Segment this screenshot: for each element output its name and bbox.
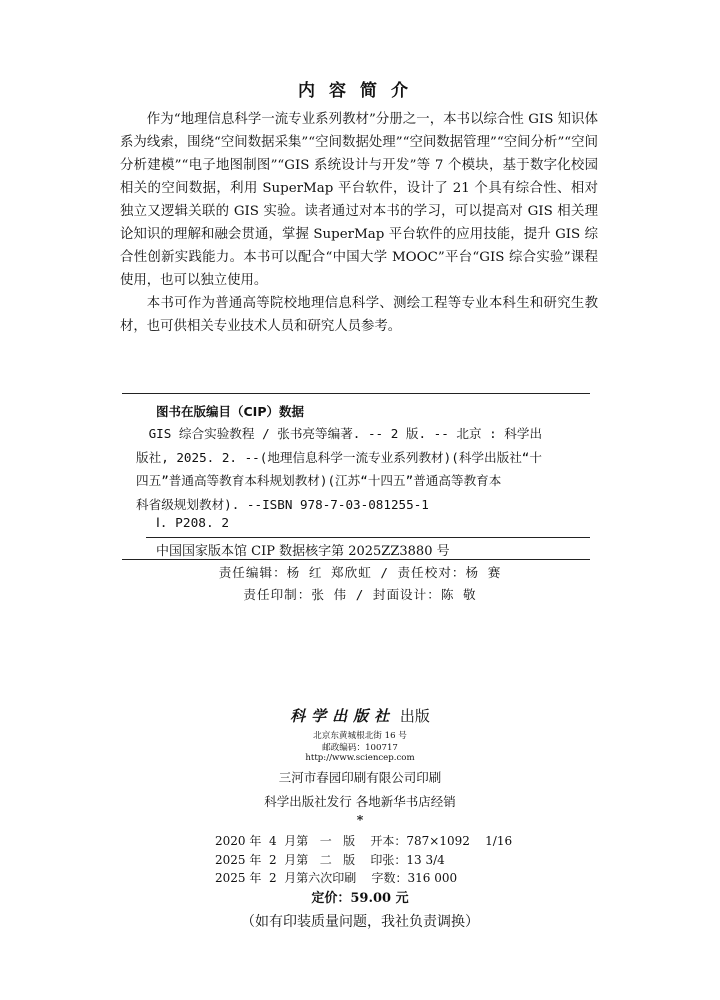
cip-line: 科省级规划教材). --ISBN 978-7-03-081255-1: [136, 496, 429, 512]
distribution: 科学出版社发行 各地新华书店经销: [264, 794, 456, 809]
summary-title: 内容简介: [298, 81, 422, 101]
top-divider: [122, 393, 590, 394]
cip-line: GIS 综合实验教程 / 张书亮等编著. -- 2 版. -- 北京 : 科学出: [148, 426, 543, 441]
editors-line-2: 责任印制：张 伟 / 封面设计：陈 敬: [243, 587, 477, 602]
editors-line-1: 责任编辑：杨 红 郑欣虹 / 责任校对：杨 赛: [218, 565, 502, 580]
publisher-address: 北京东黄城根北街 16 号: [313, 731, 407, 741]
edition-line-1: 2020 年 4 月第 一 版 开本：787×1092 1/16: [215, 834, 513, 848]
price: 定价：59.00 元: [311, 891, 409, 906]
bottom-divider: [122, 559, 590, 560]
cip-record-number: 中国国家版本馆 CIP 数据核字第 2025ZZ3880 号: [156, 544, 450, 559]
cip-inner-divider: [146, 537, 590, 538]
cip-line: 四五”普通高等教育本科规划教材)(江苏“十四五”普通高等教育本: [136, 473, 502, 488]
cip-line: 版社, 2025. 2. --(地理信息科学一流专业系列教材)(科学出版社“十: [136, 449, 542, 465]
publisher-website: http://www.sciencep.com: [305, 753, 415, 763]
publisher-suffix: 出版: [399, 707, 430, 725]
publisher-postcode: 邮政编码：100717: [322, 743, 398, 753]
separator-asterisk: *: [356, 812, 364, 827]
cip-record: [136, 422, 588, 516]
quality-note: （如有印装质量问题，我社负责调换）: [241, 914, 479, 930]
printer: 三河市春园印刷有限公司印刷: [278, 770, 442, 785]
summary-body: [120, 108, 598, 338]
cip-classification: Ⅰ. P208. 2: [156, 516, 230, 531]
publisher-logo-text: 科学出版社: [290, 707, 396, 725]
edition-line-2: 2025 年 2 月第 二 版 印张：13 3/4: [215, 853, 445, 867]
summary-paragraph-1: 作为“地理信息科学一流专业系列教材”分册之一，本书以综合性 GIS 知识体系为线索，围绕“空间数据采集”“空间数据处理”“空间数据管理”“空间分析”“空间分析建模”“电子地图制图”“GIS 系统设计与开发”等 7 个模块，基于数字化校园相关的空间数据，利用 SuperMap 平台软件，设计了 21 个具有综合性、相对独立又逻辑关联的 GIS 实验。读者通过对本书的学习，可以提高对 GIS 相关理论知识的理解和融会贯通，掌握 SuperMap 平台软件的应用技能，提升 GIS 综合性创新实践能力。本书可以配合“中国大学 MOOC”平台“GIS 综合实验”课程使用，也可以独立使用。: [120, 112, 598, 288]
summary-paragraph-2: 本书可作为普通高等院校地理信息科学、测绘工程等专业本科生和研究生教材，也可供相关专业技术人员和研究人员参考。: [120, 296, 598, 334]
publisher-name: [0, 705, 720, 726]
edition-line-3: 2025 年 2 月第六次印刷 字数：316 000: [215, 871, 458, 885]
cip-heading: 图书在版编目（CIP）数据: [156, 404, 304, 419]
